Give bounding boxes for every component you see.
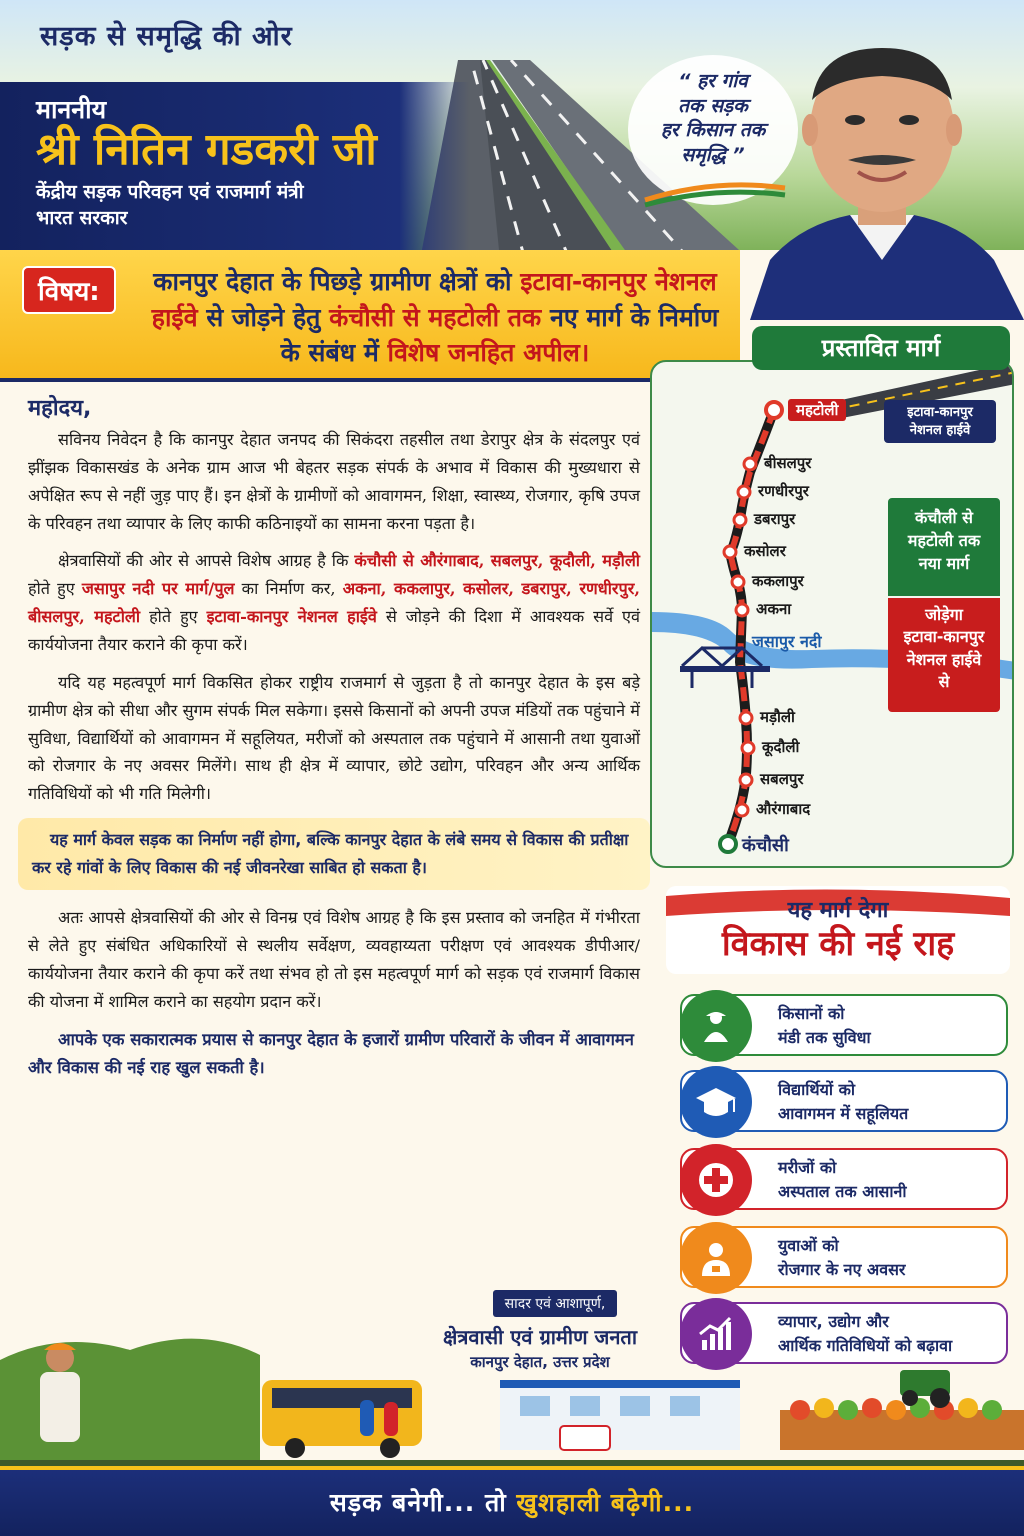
growth-chart-icon [680,1298,752,1370]
letter-body [28,392,640,1082]
paragraph-3: यदि यह महत्वपूर्ण मार्ग विकसित होकर राष्ट्रीय राजमार्ग से जुड़ता है तो कानपुर देहात के इस बड़े ग्रामीण क्षेत्र को सीधा और सुगम संपर्क मिल सकेगा। इससे किसानों को अपनी उपज मंडियों तक पहुंचाने में सुविधा, विद्यार्थियों को आवागमन में सहूलियत, मरीजों को अस्पताल तक पहुंचाने में आसानी तथा युवाओं को रोजगार के नए अवसर मिलेंगे। साथ ही क्षेत्र में व्यापार, छोटे उद्योग, परिवहन और अन्य आर्थिक गतिविधियों को भी गति मिलेगी। [28,672,640,804]
connect-line: नेशनल हाईवे [906,649,982,669]
route-stop-marker [740,712,752,724]
benefit-line: रोजगार के नए अवसर [778,1260,906,1279]
benefit-card [680,1226,1008,1288]
worker-icon [680,1222,752,1294]
subject-banner [0,250,740,382]
benefit-line: किसानों को [778,1004,845,1023]
quote-line: हर किसान तक [660,119,766,142]
footer-part: सड़क बनेगी... तो [329,1488,517,1517]
closing-paragraph: आपके एक सकारात्मक प्रयास से कानपुर देहात के हजारों ग्रामीण परिवारों के जीवन में आवागमन और विकास की नई राह खुल सकती है। [28,1029,634,1077]
minister-portrait [740,20,1024,320]
para-text: से जोड़ने की दिशा में आवश्यक सर्वे एवं कार्ययोजना तैयार कराने की कृपा करें। [28,607,641,655]
benefit-text [778,1234,905,1282]
para-text: होते हुए [140,607,207,627]
footer-highlight: खुशहाली बढ़ेगी... [516,1488,695,1517]
highlight-text: यह मार्ग केवल सड़क का निर्माण नहीं होगा, बल्कि कानपुर देहात के लंबे समय से विकास की प्रतीक्षा कर रहे गांवों के लिए विकास की नई जीवनरेखा साबित हो सकता है। [32,830,629,878]
paragraph-4: अतः आपसे क्षेत्रवासियों की ओर से विनम्र एवं विशेष आग्रह है कि इस प्रस्ताव को जनहित में गंभीरता से लेते हुए संबंधित अधिकारियों से स्थलीय सर्वेक्षण, व्यवहाय्यता परीक्षण एवं आवश्यक डीपीआर/कार्ययोजना तैयार कराने की कृपा करें तथा संभव हो तो इस महत्वपूर्ण मार्ग को सड़क एवं राजमार्ग विकास की योजना में शामिल कराने का सहयोग प्रदान करें। [28,908,640,1011]
benefit-line: आर्थिक गतिविधियों को बढ़ावा [778,1336,953,1355]
route-stop-label: रणधीरपुर [758,482,809,500]
benefit-text [778,1310,952,1358]
benefit-line: मरीजों को [778,1158,837,1177]
connect-line: इटावा-कानपुर [903,627,985,647]
para-highlight: कंचौसी से औरंगाबाद, सबलपुर, कूदौली, मड़ौली [354,551,640,571]
new-route-line: नया मार्ग [918,554,970,574]
paragraph-2 [28,547,640,658]
route-map [650,360,1014,868]
new-route-line: महटोली तक [907,531,981,551]
route-stop-label: डबरापुर [754,510,796,528]
route-stop-label: बीसलपुर [764,454,812,472]
new-route-box [888,498,1000,596]
connect-line: से [938,672,950,692]
route-stop-marker [724,546,736,558]
benefits-heading-line1: यह मार्ग देगा [787,898,889,923]
benefit-card [680,1148,1008,1210]
benefit-card [680,1070,1008,1132]
signature-location: कानपुर देहात, उत्तर प्रदेश [470,1353,610,1371]
route-stop-label: ककलापुर [752,572,804,590]
subject-highlight: कंचौसी से महटोली तक [329,302,542,332]
subject-part: नए मार्ग के निर्माण के संबंध में [280,302,719,367]
graduation-cap-icon [680,1066,752,1138]
river-label: जसापुर नदी [752,632,822,651]
route-stop-marker [740,774,752,786]
route-stop-label: कसोलर [744,542,786,560]
top-tagline: सड़क से समृद्धि की ओर [40,21,293,52]
para-highlight: इटावा-कानपुर नेशनल हाईवे [206,607,377,627]
route-stop-marker [744,458,756,470]
benefits-heading-line2: विकास की नई राह [721,924,955,964]
minister-title-box [0,82,470,250]
subject-text [140,264,730,371]
route-stop-marker [736,604,748,616]
highway-label-line: नेशनल हाईवे [909,422,971,438]
subject-part: कानपुर देहात के पिछड़े ग्रामीण क्षेत्रों को [153,267,521,296]
route-stop-marker [734,514,746,526]
benefit-line: मंडी तक सुविधा [778,1028,871,1047]
para-highlight: अकना, ककलापुर, कसोलर, डबरापुर, रणधीरपुर, बीसलपुर, महटोली [28,579,640,627]
para-highlight: जसापुर नदी पर मार्ग/पुल [81,579,235,599]
minister-designation: केंद्रीय सड़क परिवहन एवं राजमार्ग मंत्री [36,181,304,204]
subject-highlight: इटावा-कानपुर नेशनल हाईवे [151,267,717,332]
benefit-text [778,1002,871,1050]
benefit-card [680,994,1008,1056]
para-text: क्षेत्रवासियों की ओर से आपसे विशेष आग्रह है कि [58,551,355,571]
route-stop-label: कंचौसी [742,835,789,856]
quote-line: तक सड़क [678,94,748,117]
quote-line: समृद्धि ” [681,144,745,167]
medical-cross-icon [680,1144,752,1216]
connect-line: जोड़ेगा [925,605,963,624]
benefit-text [778,1156,907,1204]
new-route-line: कंचौली से [915,508,973,527]
farmer-icon [680,990,752,1062]
route-stop-label: सबलपुर [760,770,804,788]
connect-box [888,598,1000,712]
paragraph-1: सविनय निवेदन है कि कानपुर देहात जनपद की सिकंदरा तहसील तथा डेरापुर क्षेत्र के संदलपुर एवं झींझक विकासखंड के अनेक ग्राम आज भी बेहतर सड़क संपर्क के अभाव में विकास की मुख्यधारा से अपेक्षित रूप से नहीं जुड़ पाए हैं। इन क्षेत्रों के ग्रामीणों को आवागमन, शिक्षा, स्वास्थ्य, रोजगार, कृषि उपज के परिवहन तथा व्यापार के लिए काफी कठिनाइयों का सामना करना पड़ता है। [28,430,640,533]
signature-block [410,1290,670,1372]
signature-name: क्षेत्रवासी एवं ग्रामीण जनता [442,1325,638,1349]
benefit-line: युवाओं को [778,1236,839,1255]
honorific: माननीय [36,95,107,124]
salutation: महोदय, [28,396,92,421]
route-stop-marker [736,804,748,816]
route-stop-label: महटोली [788,399,846,421]
para-text: का निर्माण कर, [234,579,343,599]
subject-highlight: विशेष जनहित अपील। [387,338,590,367]
route-stop-marker [766,402,782,418]
route-title: प्रस्तावित मार्ग [752,326,1010,370]
route-stop-label: मड़ौली [760,708,795,726]
route-stop-label: अकना [756,600,792,618]
route-stop-marker [732,576,744,588]
footer-slogan [0,1470,1024,1536]
quote-line: “ हर गांव [678,70,748,92]
route-stop-marker [742,742,754,754]
route-stop-marker [720,836,736,852]
benefit-line: आवागमन में सहूलियत [778,1104,909,1123]
benefits-heading [666,886,1010,974]
signature-greeting: सादर एवं आशापूर्ण, [493,1290,618,1317]
para-text: होते हुए [28,579,82,599]
footer-banner [0,1466,1024,1536]
government-label: भारत सरकार [36,207,128,230]
subject-part: से जोड़ने हेतु [197,302,330,332]
benefit-card [680,1302,1008,1364]
route-stop-label: कूदौली [762,738,800,756]
farmer-figure [40,1343,80,1442]
highway-label [884,400,996,443]
minister-name: श्री नितिन गडकरी जी [36,124,377,175]
benefit-text [778,1078,908,1126]
highway-label-line: इटावा-कानपुर [907,405,973,420]
benefit-line: अस्पताल तक आसानी [778,1182,907,1201]
benefit-line: व्यापार, उद्योग और [778,1312,889,1331]
highlight-box [18,818,650,890]
route-stop-marker [738,486,750,498]
route-stop-label: औरंगाबाद [756,800,811,818]
benefit-line: विद्यार्थियों को [778,1080,856,1099]
subject-tag: विषय: [22,266,116,314]
